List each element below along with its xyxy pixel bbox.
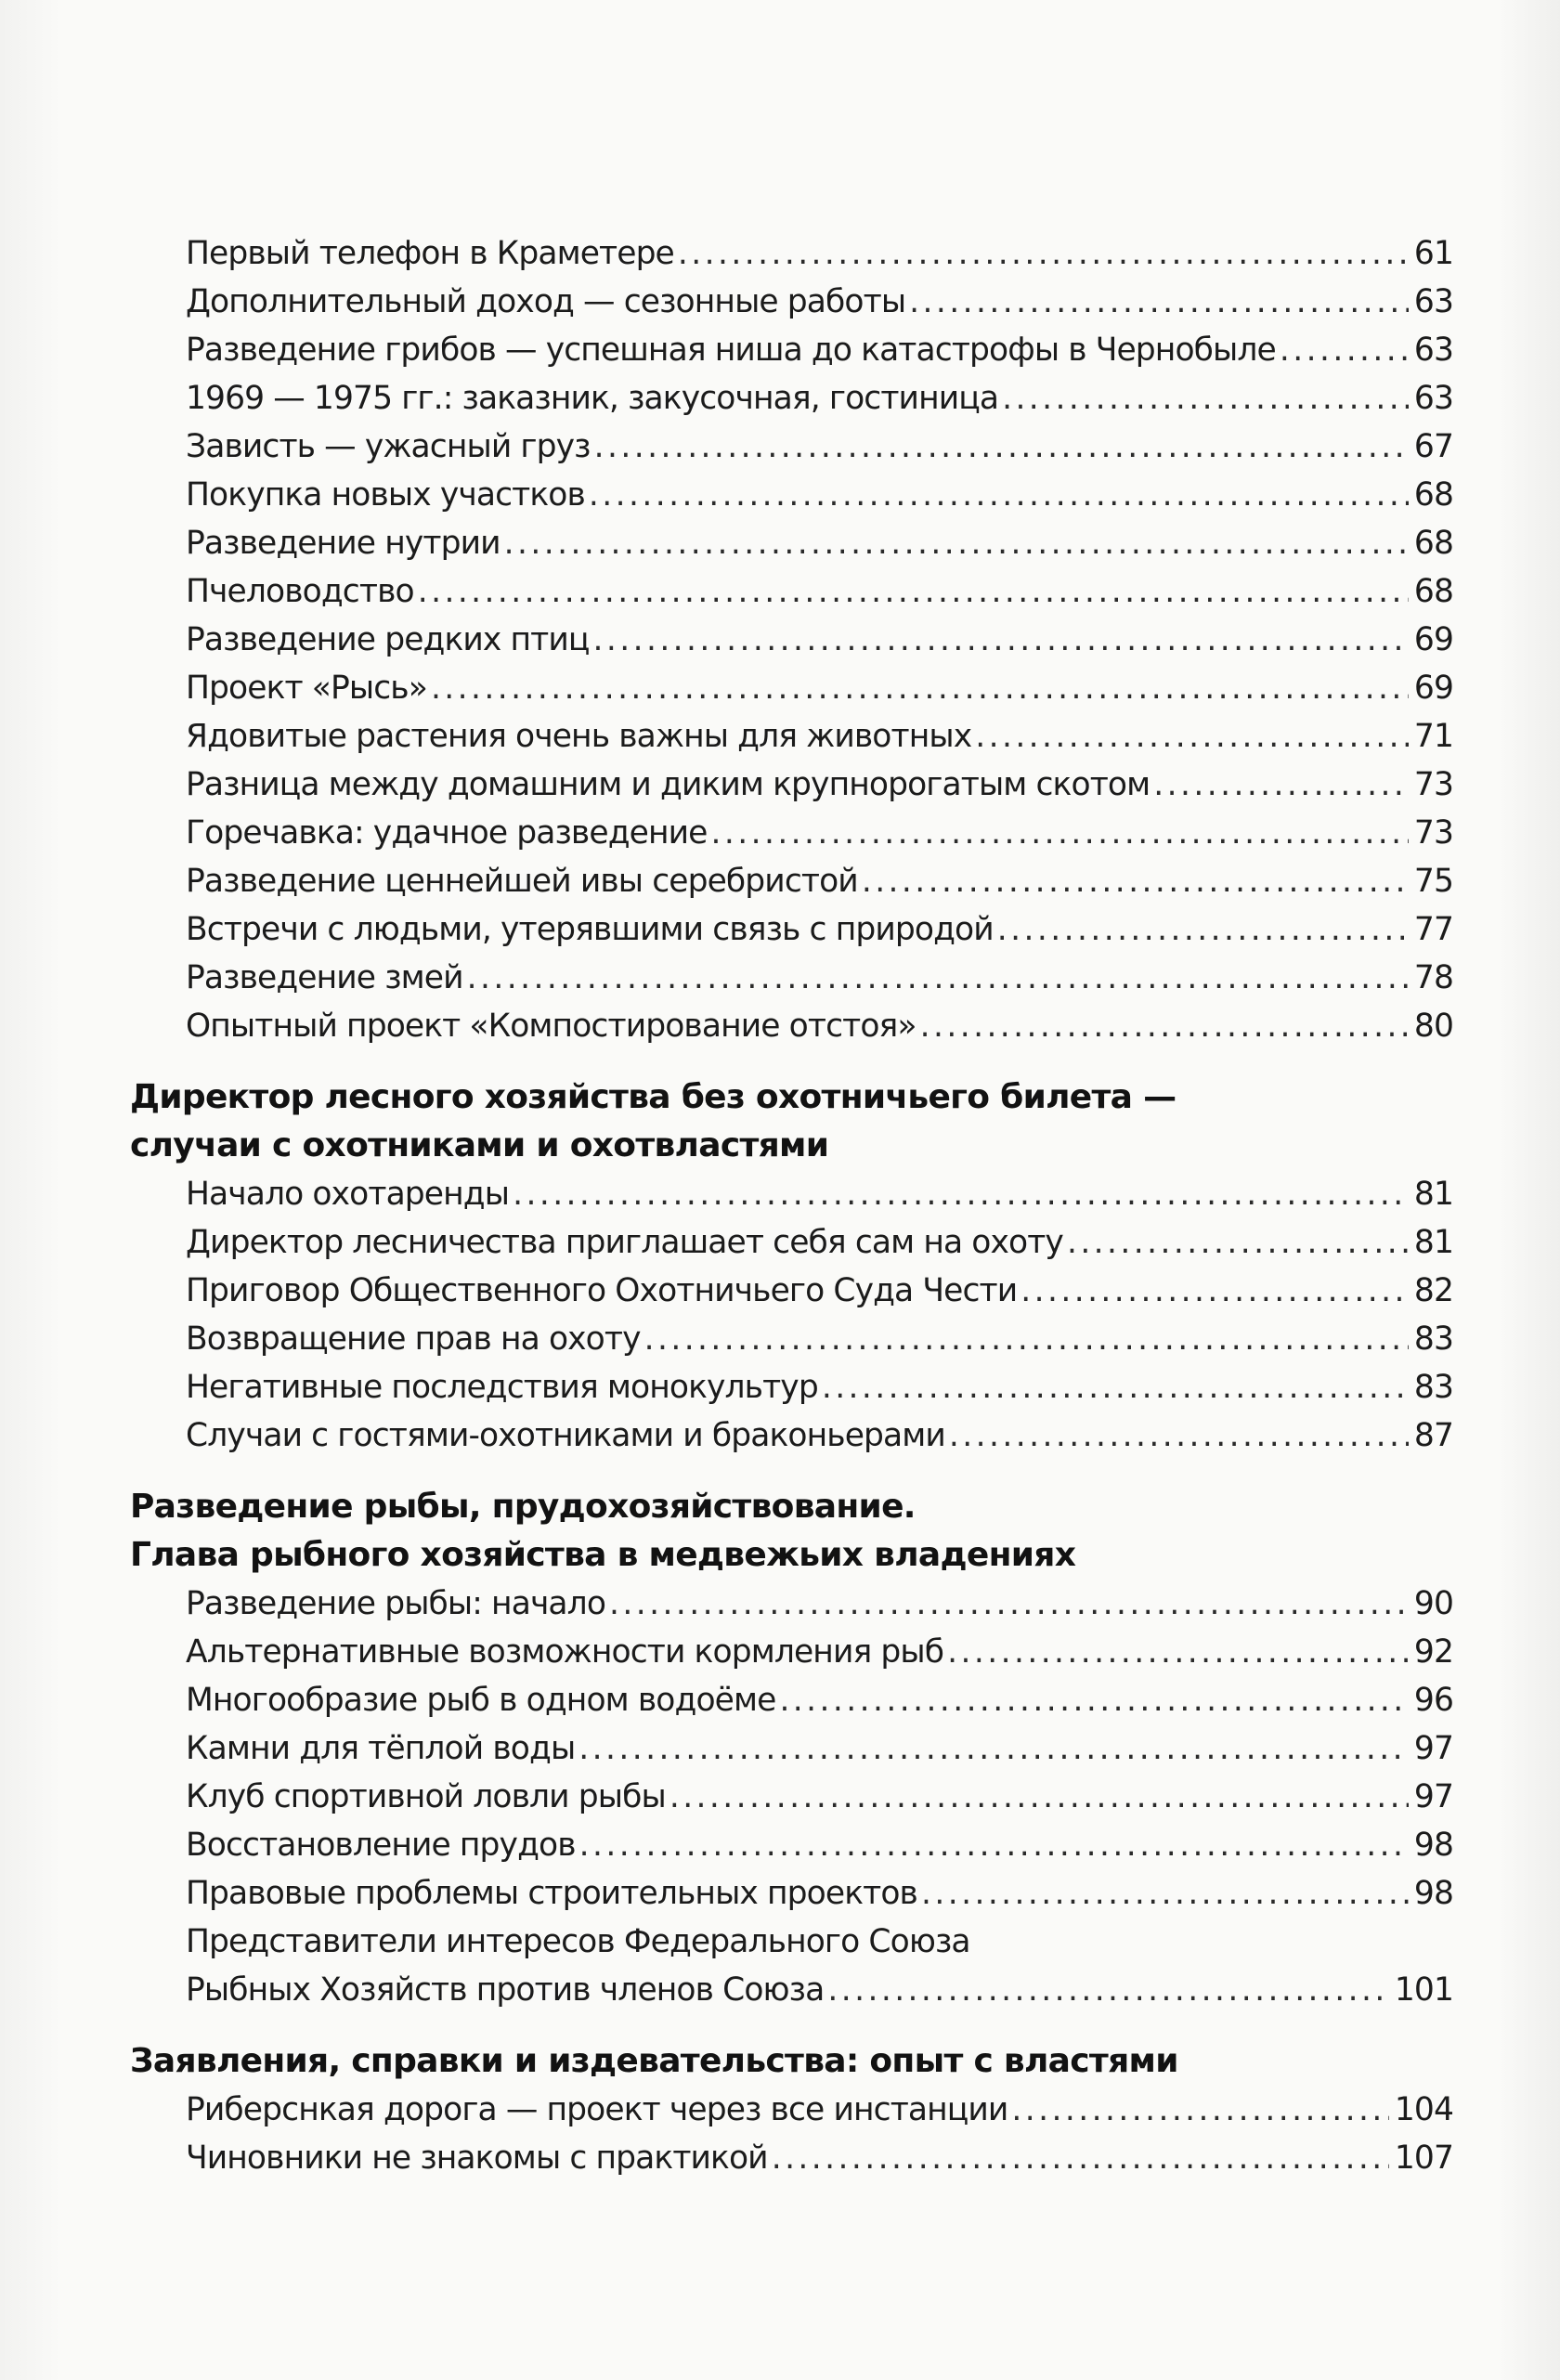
toc-entry[interactable]	[186, 664, 1453, 712]
toc-entry-title: 1969 — 1975 гг.: заказник, закусочная, гостиница	[186, 380, 999, 417]
toc-entry-page: 82	[1413, 1272, 1453, 1309]
dot-leader	[467, 954, 1409, 1002]
toc-entry-page: 68	[1413, 525, 1453, 562]
dot-leader	[1011, 2086, 1388, 2134]
toc-entry-title: Горечавка: удачное разведение	[186, 814, 708, 852]
toc-entry-title: Разведение нутрии	[186, 525, 500, 562]
toc-entry-title: Чиновники не знакомы с практикой	[186, 2139, 768, 2177]
toc-entry-title: Альтернативные возможности кормления рыб	[186, 1633, 944, 1671]
dot-leader	[921, 1869, 1409, 1918]
toc-entry-page: 96	[1413, 1682, 1453, 1719]
toc-entry-title: Разведение редких птиц	[186, 621, 590, 658]
toc-entry-page: 87	[1413, 1417, 1453, 1454]
toc-entry-page: 78	[1413, 959, 1453, 996]
toc-entry-page: 90	[1413, 1585, 1453, 1622]
table-of-contents	[121, 229, 1453, 2182]
toc-entry-page: 69	[1413, 670, 1453, 707]
dot-leader	[822, 1363, 1409, 1411]
section-heading[interactable]: случаи с охотниками и охотвластями	[130, 1126, 829, 1164]
dot-leader	[1020, 1267, 1409, 1315]
toc-entry-title: Камни для тёплой воды	[186, 1730, 576, 1767]
section-heading[interactable]: Заявления, справки и издевательства: опыт с властями	[130, 2042, 1178, 2080]
section-gap	[121, 1050, 1453, 1073]
toc-entry[interactable]	[186, 954, 1453, 1002]
toc-entry-page: 80	[1413, 1008, 1453, 1045]
dot-leader	[589, 471, 1409, 519]
toc-entry-page: 81	[1413, 1224, 1453, 1261]
section-gap	[121, 2014, 1453, 2037]
toc-entry[interactable]	[186, 1869, 1453, 1918]
toc-entry-multiline-second[interactable]	[186, 1966, 1453, 2014]
toc-entry[interactable]	[186, 1773, 1453, 1821]
toc-entry-page: 69	[1413, 621, 1453, 658]
toc-entry-title: Риберснкая дорога — проект через все инстанции	[186, 2091, 1008, 2128]
toc-entry-page: 83	[1413, 1320, 1453, 1358]
toc-entry[interactable]	[186, 905, 1453, 954]
toc-entry-title: Опытный проект «Компостирование отстоя»	[186, 1008, 916, 1045]
dot-leader	[909, 278, 1409, 326]
dot-leader	[578, 1724, 1409, 1773]
toc-entry[interactable]	[186, 1363, 1453, 1411]
toc-entry-title: Разведение ценнейшей ивы серебристой	[186, 863, 858, 900]
toc-entry[interactable]	[186, 1002, 1453, 1050]
section-gap	[121, 1460, 1453, 1483]
toc-entry-title: Зависть — ужасный груз	[186, 428, 591, 465]
toc-entry-page: 61	[1413, 235, 1453, 272]
dot-leader	[779, 1676, 1408, 1724]
dot-leader	[949, 1411, 1409, 1460]
toc-entry-title: Разница между домашним и диким крупнорогатым скотом	[186, 766, 1150, 803]
toc-entry[interactable]	[186, 1170, 1453, 1218]
toc-entry-page: 73	[1413, 766, 1453, 803]
toc-entry-title: Начало охотаренды	[186, 1176, 510, 1213]
dot-leader	[1153, 761, 1409, 809]
toc-entry-page: 73	[1413, 814, 1453, 852]
dot-leader	[504, 519, 1409, 567]
toc-entry[interactable]	[186, 471, 1453, 519]
toc-entry-title: Проект «Рысь»	[186, 670, 427, 707]
dot-leader	[862, 857, 1409, 905]
toc-entry-title: Случаи с гостями-охотниками и браконьерами	[186, 1417, 945, 1454]
toc-entry-title: Негативные последствия монокультур	[186, 1369, 818, 1406]
toc-entry[interactable]	[186, 2134, 1453, 2182]
dot-leader	[579, 1821, 1409, 1869]
toc-entry[interactable]	[186, 423, 1453, 471]
toc-entry[interactable]	[186, 712, 1453, 761]
toc-entry-page: 77	[1413, 911, 1453, 948]
toc-entry-title: Ядовитые растения очень важны для животных	[186, 718, 972, 755]
toc-entry-page: 92	[1413, 1633, 1453, 1671]
dot-leader	[644, 1315, 1409, 1363]
toc-entry-title: Возвращение прав на охоту	[186, 1320, 641, 1358]
toc-entry-page: 107	[1394, 2139, 1453, 2177]
toc-entry[interactable]	[186, 2086, 1453, 2134]
dot-leader	[592, 616, 1408, 664]
toc-entry[interactable]	[186, 1628, 1453, 1676]
toc-entry-page: 81	[1413, 1176, 1453, 1213]
dot-leader	[975, 712, 1409, 761]
toc-entry-page: 101	[1394, 1971, 1453, 2009]
dot-leader	[1280, 326, 1409, 374]
toc-entry-page: 63	[1413, 283, 1453, 320]
dot-leader	[772, 2134, 1389, 2182]
toc-entry-title: Покупка новых участков	[186, 476, 585, 514]
toc-entry-page: 97	[1413, 1730, 1453, 1767]
toc-entry[interactable]	[186, 519, 1453, 567]
toc-entry-page: 63	[1413, 380, 1453, 417]
toc-entry[interactable]	[186, 1821, 1453, 1869]
section-heading[interactable]: Глава рыбного хозяйства в медвежьих владениях	[130, 1536, 1076, 1574]
toc-entry-page: 71	[1413, 718, 1453, 755]
toc-entry-title: Восстановление прудов	[186, 1827, 576, 1864]
section-heading[interactable]: Директор лесного хозяйства без охотничьего билета —	[130, 1078, 1176, 1116]
toc-entry-page: 67	[1413, 428, 1453, 465]
toc-entry[interactable]	[186, 326, 1453, 374]
toc-entry-title: Первый телефон в Краметере	[186, 235, 674, 272]
toc-entry-multiline-first[interactable]	[186, 1918, 1453, 1966]
toc-entry[interactable]	[186, 1724, 1453, 1773]
toc-entry-title: Правовые проблемы строительных проектов	[186, 1875, 917, 1912]
dot-leader	[670, 1773, 1409, 1821]
dot-leader	[678, 229, 1409, 278]
dot-leader	[513, 1170, 1409, 1218]
toc-entry-title: Приговор Общественного Охотничьего Суда Чести	[186, 1272, 1018, 1309]
toc-entry-title: Встречи с людьми, утерявшими связь с природой	[186, 911, 994, 948]
toc-entry-page: 68	[1413, 573, 1453, 610]
toc-entry-page: 98	[1413, 1827, 1453, 1864]
toc-entry[interactable]	[186, 567, 1453, 616]
toc-entry[interactable]	[186, 374, 1453, 423]
toc-entry-title: Дополнительный доход — сезонные работы	[186, 283, 906, 320]
dot-leader	[594, 423, 1409, 471]
dot-leader	[418, 567, 1409, 616]
dot-leader	[997, 905, 1409, 954]
dot-leader	[710, 809, 1408, 857]
section-heading[interactable]: Разведение рыбы, прудохозяйствование.	[130, 1488, 916, 1526]
dot-leader	[431, 664, 1409, 712]
toc-entry-title: Пчеловодство	[186, 573, 414, 610]
toc-entry-page: 63	[1413, 332, 1453, 369]
toc-entry-title: Многообразие рыб в одном водоёме	[186, 1682, 776, 1719]
toc-entry-title: Рыбных Хозяйств против членов Союза	[186, 1971, 825, 2009]
toc-entry-title: Клуб спортивной ловли рыбы	[186, 1778, 666, 1815]
toc-entry-title: Разведение рыбы: начало	[186, 1585, 606, 1622]
toc-entry-title: Директор лесничества приглашает себя сам на охоту	[186, 1224, 1063, 1261]
toc-entry[interactable]	[186, 1676, 1453, 1724]
toc-entry[interactable]	[186, 1267, 1453, 1315]
dot-leader	[920, 1002, 1409, 1050]
dot-leader	[947, 1628, 1409, 1676]
toc-entry[interactable]	[186, 1315, 1453, 1363]
toc-entry-title: Разведение грибов — успешная ниша до катастрофы в Чернобыле	[186, 332, 1276, 369]
toc-entry-title: Разведение змей	[186, 959, 463, 996]
toc-entry[interactable]	[186, 1411, 1453, 1460]
dot-leader	[609, 1580, 1409, 1628]
toc-entry[interactable]	[186, 616, 1453, 664]
dot-leader	[1067, 1218, 1409, 1267]
toc-entry[interactable]	[186, 1580, 1453, 1628]
dot-leader	[827, 1966, 1388, 2014]
toc-entry-page: 75	[1413, 863, 1453, 900]
toc-entry[interactable]	[186, 1218, 1453, 1267]
toc-entry-page: 83	[1413, 1369, 1453, 1406]
toc-entry-page: 68	[1413, 476, 1453, 514]
toc-entry[interactable]	[186, 278, 1453, 326]
toc-entry-page: 98	[1413, 1875, 1453, 1912]
toc-entry[interactable]	[186, 857, 1453, 905]
dot-leader	[1002, 374, 1409, 423]
toc-entry[interactable]	[186, 761, 1453, 809]
toc-entry[interactable]	[186, 809, 1453, 857]
toc-entry-title: Представители интересов Федерального Союза	[186, 1923, 970, 1960]
toc-entry-page: 97	[1413, 1778, 1453, 1815]
toc-entry-page: 104	[1394, 2091, 1453, 2128]
toc-entry[interactable]	[186, 229, 1453, 278]
